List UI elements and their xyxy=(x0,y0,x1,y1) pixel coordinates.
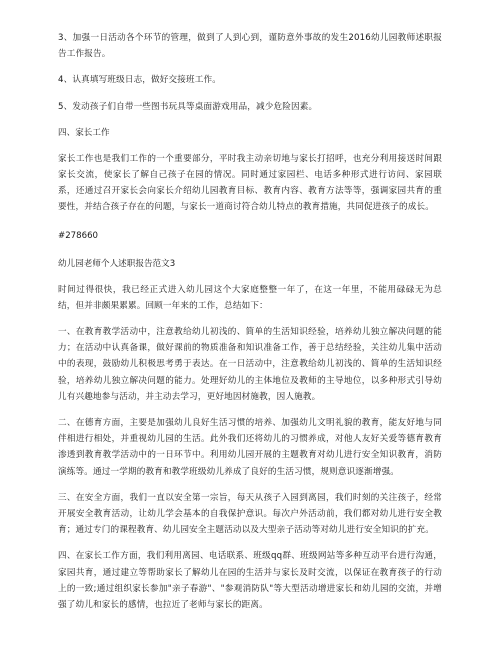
section-heading-parent-work: 四、家长工作 xyxy=(58,127,110,138)
paragraph-point-4: 四、在家长工作方面，我们利用离园、电话联系、班级qq群、班级网站等多种互动平台进行沟通，家园共育，通过建立等帮助家长了解幼儿在园的生活并与家长及时交流，以保证在教育孩子的行动上的一致;通过组织家长参加"亲子春游"、"参观消防队"等大型活动增进家长和幼儿园的交流，并增强了幼儿和家长的感情，也拉近了老师与家长的距离。 xyxy=(58,551,442,611)
list-item-4: 4、认真填写班级日志，做好交接班工作。 xyxy=(58,75,222,86)
paragraph-parent-work: 家长工作也是我们工作的一个重要部分，平时我主动亲切地与家长打招呼，也充分利用接送时间跟家长交流，使家长了解自己孩子在园的情况。同时通过家园栏、电话多种形式进行访问、家园联系，还通过召开家长会向家长介绍幼儿园教育目标、教育内容、教育方法等等，强调家园共育的重要性，并结合孩子存在的问题，与家长一道商讨符合幼儿特点的教育措施，共同促进孩子的成长。 xyxy=(58,153,442,213)
document-id: #278660 xyxy=(58,230,99,241)
document-title: 幼儿园老师个人述职报告范文3 xyxy=(58,258,176,269)
paragraph-point-1: 一、在教育教学活动中，注意教给幼儿初浅的、简单的生活知识经验，培养幼儿独立解决问题的能力；在活动中认真备课，做好课前的物质准备和知识准备工作，善于总结经验，关注幼儿集中活动中的表现，鼓励幼儿积极思考勇于表达。在一日活动中，注意教给幼儿初浅的、简单的生活知识经验，培养幼儿独立解决问题的能力。处理好幼儿的主体地位及教师的主导地位，以多种形式引导幼儿有兴趣地参与活动，并主动去学习，更好地因材施教，因人施教。 xyxy=(58,327,442,402)
paragraph-point-2: 二、在德育方面，主要是加强幼儿良好生活习惯的培养、加强幼儿文明礼貌的教育，能友好地与同伴相进行相处，并重视幼儿园的生活。此外我们还将幼儿的习惯养成，对他人友好关爱等德育教育渗透到教育教学活动中的一日环节中。利用幼儿园开展的主题教育对幼儿进行安全知识教育，消防演练等。通过一学期的教育和教学班级幼儿养成了良好的生活习惯，规则意识逐渐增强。 xyxy=(58,418,442,477)
list-item-5: 5、发动孩子们自带一些图书玩具等桌面游戏用品，减少危险因素。 xyxy=(58,101,318,112)
paragraph-intro: 时间过得很快，我已经正式进入幼儿园这个大家庭整整一年了，在这一年里，不能用碌碌无为总结，但并非颇果累累。回顾一年来的工作，总结如下： xyxy=(58,284,442,311)
paragraph-point-3: 三、在安全方面，我们一直以安全第一宗旨，每天从孩子入园到离园，我们时刻的关注孩子，经常开展安全教育活动，让幼儿学会基本的自我保护意识。每次户外活动前，我们都对幼儿进行安全教育；通过专门的课程教育、幼儿园安全主题活动以及大型亲子活动等对幼儿进行安全知识的扩充。 xyxy=(58,492,442,536)
list-item-3: 3、加强一日活动各个环节的管理，做到了人到心到，谨防意外事故的发生2016幼儿园教师述职报告工作报告。 xyxy=(58,33,442,60)
